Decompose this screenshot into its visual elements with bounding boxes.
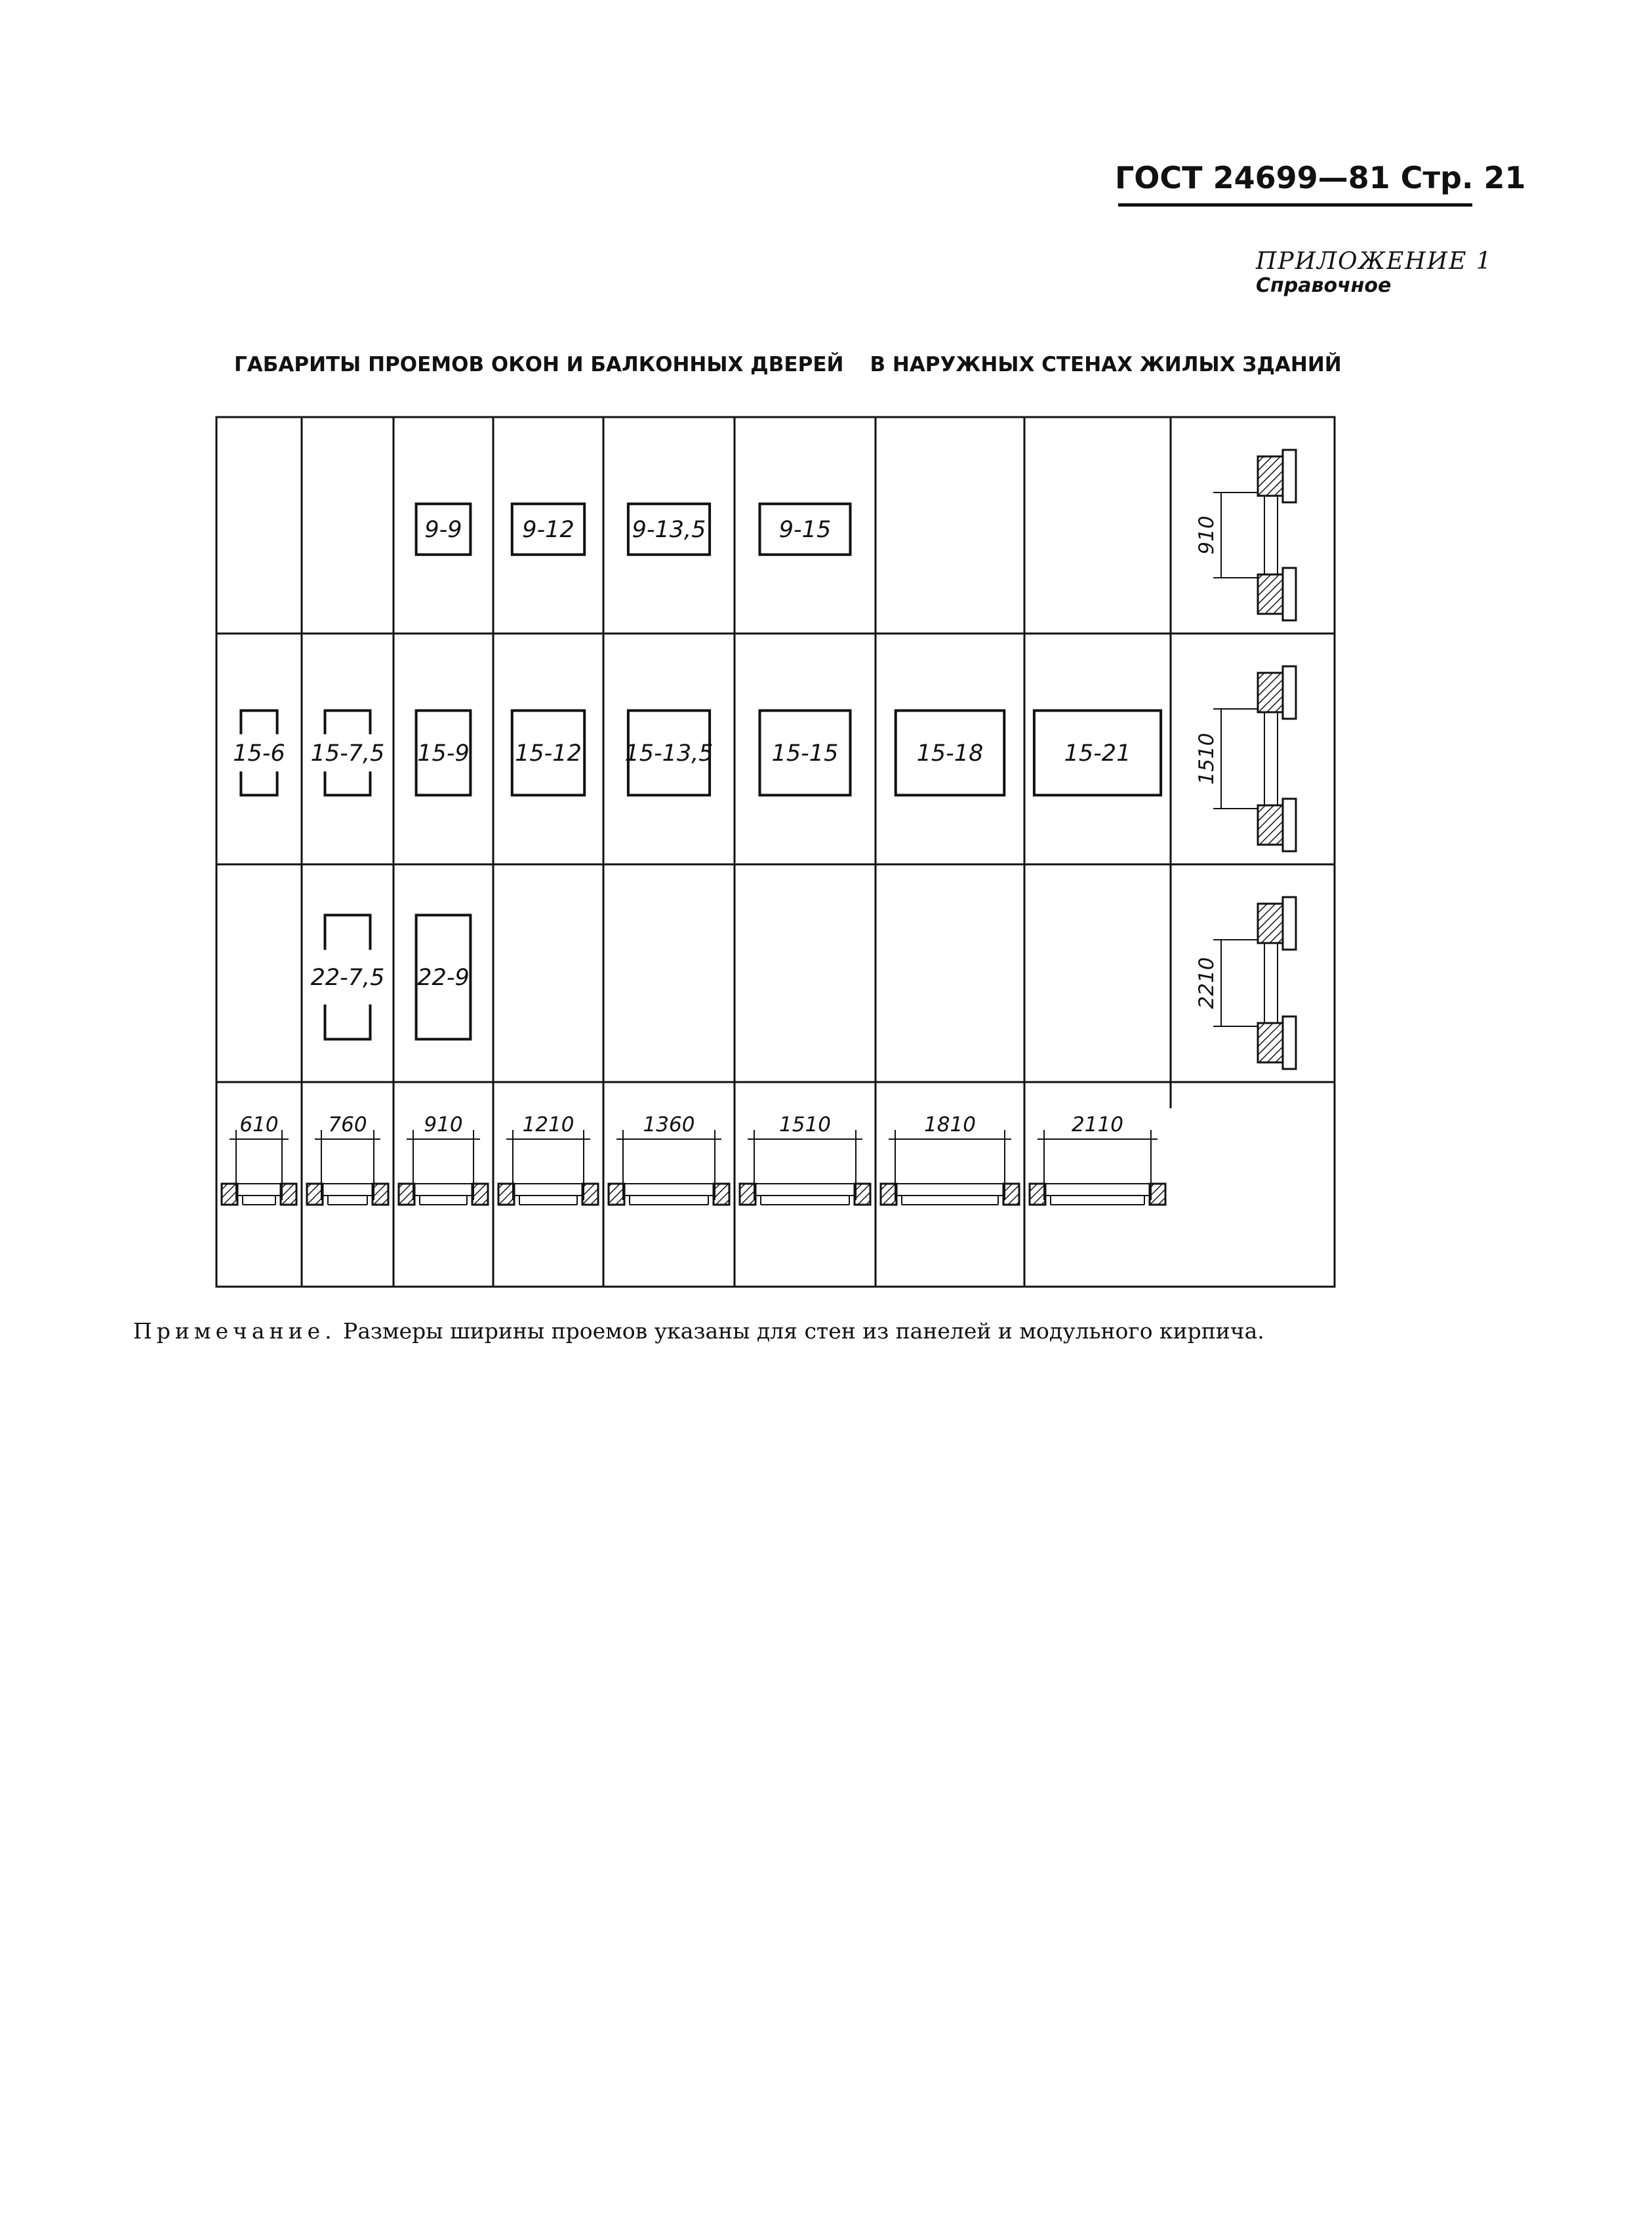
window-sill — [413, 1184, 473, 1196]
window-sill — [895, 1184, 1005, 1196]
opening-15-7,5 — [311, 711, 385, 795]
opening-22-7,5 — [311, 915, 385, 1039]
width-dimension-label: 1510 — [779, 1113, 831, 1137]
wall-block — [714, 1184, 729, 1205]
width-dimension-label: 1360 — [643, 1113, 695, 1137]
appendix-type: Справочное — [1256, 274, 1392, 297]
openings-layer — [233, 504, 1161, 1039]
wall-block — [1258, 574, 1283, 614]
wall-block-edge — [1283, 799, 1296, 851]
opening-label: 22-7,5 — [310, 965, 385, 991]
document-header: ГОСТ 24699—81 Стр. 21 — [1115, 160, 1526, 195]
opening-label: 9-12 — [522, 517, 574, 543]
opening-22-9 — [416, 915, 471, 1039]
window-sill — [321, 1184, 374, 1196]
height-section-910 — [1195, 450, 1296, 620]
opening-9-13,5 — [628, 504, 710, 554]
note-text: Размеры ширины проемов указаны для стен из панелей и модульного кирпича. — [343, 1318, 1264, 1344]
width-plan-1510 — [740, 1113, 870, 1205]
window-sill — [623, 1184, 715, 1196]
opening-15-6 — [233, 711, 285, 795]
opening-9-15 — [760, 504, 851, 554]
width-dimension-label: 910 — [424, 1113, 463, 1137]
width-plan-1810 — [881, 1113, 1019, 1205]
opening-label: 9-15 — [778, 517, 832, 543]
wall-block — [855, 1184, 870, 1205]
wall-block-edge — [1283, 450, 1296, 502]
window-sill — [236, 1184, 282, 1196]
height-dimension-label: 1510 — [1195, 733, 1219, 785]
height-section-1510 — [1195, 666, 1296, 851]
opening-label: 15-15 — [771, 740, 839, 767]
opening-label: 15-6 — [233, 740, 285, 767]
window-sill — [513, 1184, 584, 1196]
opening-label: 15-21 — [1064, 740, 1131, 767]
height-section-2210 — [1195, 897, 1296, 1069]
window-sill — [754, 1184, 856, 1196]
height-sections-layer — [1195, 450, 1296, 1069]
opening-9-12 — [512, 504, 584, 554]
table-title-part1: ГАБАРИТЫ ПРОЕМОВ ОКОН И БАЛКОННЫХ ДВЕРЕЙ — [234, 353, 844, 376]
wall-block — [881, 1184, 897, 1205]
wall-block-edge — [1283, 897, 1296, 950]
wall-block — [1258, 904, 1283, 943]
width-plan-760 — [307, 1113, 388, 1205]
height-dimension-label: 2210 — [1195, 957, 1219, 1009]
opening-15-12 — [512, 711, 584, 795]
opening-label: 22-9 — [417, 965, 470, 991]
wall-block — [472, 1184, 488, 1205]
opening-label: 15-13,5 — [624, 740, 714, 767]
table-frame — [216, 417, 1335, 1287]
opening-15-21 — [1034, 711, 1161, 795]
width-plan-910 — [399, 1113, 488, 1205]
appendix-label: ПРИЛОЖЕНИЕ 1 — [1256, 248, 1493, 275]
wall-block — [1258, 1023, 1283, 1062]
wall-block — [281, 1184, 296, 1205]
wall-block — [1258, 673, 1283, 712]
opening-label: 15-18 — [916, 740, 984, 767]
width-plan-610 — [222, 1113, 296, 1205]
wall-block — [1258, 805, 1283, 845]
wall-block — [609, 1184, 624, 1205]
opening-label: 15-12 — [515, 740, 582, 767]
wall-block — [740, 1184, 755, 1205]
wall-block — [1150, 1184, 1165, 1205]
wall-block — [222, 1184, 237, 1205]
window-sill — [1044, 1184, 1151, 1196]
opening-15-18 — [896, 711, 1005, 795]
wall-block — [373, 1184, 388, 1205]
opening-15-9 — [416, 711, 471, 795]
width-dimension-label: 610 — [239, 1113, 279, 1137]
width-dimension-label: 1810 — [924, 1113, 976, 1137]
height-dimension-label: 910 — [1195, 515, 1219, 555]
opening-label: 15-7,5 — [310, 740, 385, 767]
wall-block — [498, 1184, 514, 1205]
wall-block-edge — [1283, 666, 1296, 719]
wall-block — [1258, 456, 1283, 496]
table-grid — [216, 417, 1335, 1287]
opening-15-15 — [760, 711, 851, 795]
note-lead: Примечание. — [133, 1318, 336, 1344]
wall-block — [307, 1184, 323, 1205]
wall-block-edge — [1283, 568, 1296, 620]
wall-block — [1030, 1184, 1045, 1205]
opening-label: 9-9 — [424, 517, 462, 543]
wall-block — [399, 1184, 414, 1205]
width-dimension-label: 2110 — [1072, 1113, 1123, 1137]
wall-block — [1003, 1184, 1019, 1205]
opening-label: 15-9 — [417, 740, 470, 767]
opening-9-9 — [416, 504, 471, 554]
width-dimension-label: 1210 — [522, 1113, 574, 1137]
wall-block — [582, 1184, 598, 1205]
width-plan-1360 — [609, 1113, 729, 1205]
width-plan-2110 — [1030, 1113, 1165, 1205]
opening-15-13,5 — [624, 711, 713, 795]
width-dimension-label: 760 — [328, 1113, 367, 1137]
opening-label: 9-13,5 — [632, 517, 706, 543]
width-plan-1210 — [498, 1113, 598, 1205]
note — [133, 1318, 1445, 1344]
wall-block-edge — [1283, 1016, 1296, 1069]
table-title-part2: В НАРУЖНЫХ СТЕНАХ ЖИЛЫХ ЗДАНИЙ — [870, 353, 1342, 376]
